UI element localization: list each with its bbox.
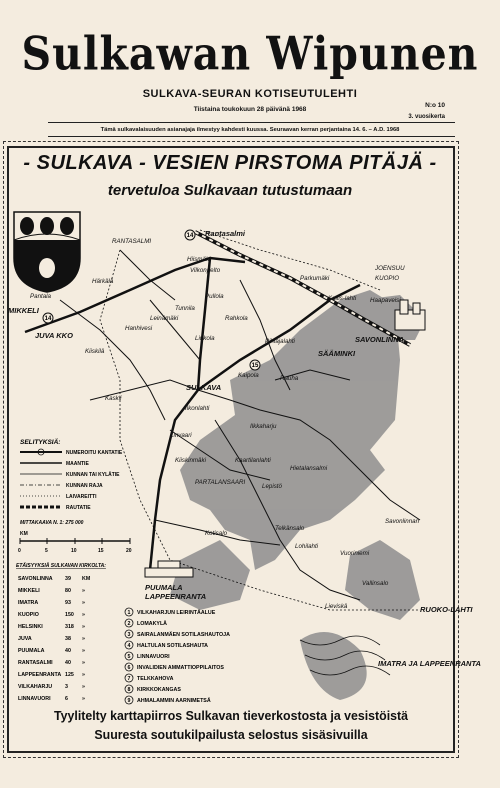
place-label: Kallis-lahti xyxy=(328,295,357,302)
svg-text:HELSINKI: HELSINKI xyxy=(18,624,43,630)
place-label: Tunnila xyxy=(175,305,195,312)
svg-text:RANTASALMI: RANTASALMI xyxy=(18,660,53,666)
svg-text:5: 5 xyxy=(127,654,131,660)
svg-text:38: 38 xyxy=(65,636,71,642)
place-label: Parkumäki xyxy=(300,275,330,282)
svg-text:JUVA: JUVA xyxy=(18,636,32,642)
newspaper-masthead: Sulkawan Wipunen xyxy=(21,27,479,81)
newspaper-subtitle: SULKAVA-SEURAN KOTISEUTULEHTI xyxy=(142,88,358,100)
place-label: Härkälä xyxy=(92,278,114,285)
svg-text:»: » xyxy=(82,696,85,702)
place-label: Pullola xyxy=(205,293,224,300)
distance-row xyxy=(18,636,85,642)
place-label: Vuoriniemi xyxy=(340,550,370,557)
scale-tick: 0 xyxy=(18,548,21,554)
svg-text:SAVONLINNA: SAVONLINNA xyxy=(18,576,53,582)
place-label: RANTASALMI xyxy=(112,238,152,245)
place-label: Telkänsalo xyxy=(275,525,305,532)
svg-text:LINNAVUORI: LINNAVUORI xyxy=(137,654,170,660)
legend-item: NUMEROITU KANTATIE xyxy=(66,450,123,456)
place-label: MIKKELI xyxy=(8,306,39,315)
svg-text:»: » xyxy=(82,588,85,594)
svg-text:6: 6 xyxy=(127,665,131,671)
place-label: IMATRA JA LAPPEENRANTA xyxy=(378,659,481,668)
place-label: Kaskii xyxy=(105,395,122,402)
distance-title: ETÄISYYKSIÄ SULKAVAN KIRKOLTA: xyxy=(16,563,106,569)
place-label: Pantala xyxy=(30,293,51,300)
distance-row xyxy=(18,612,85,618)
publication-notice: Tämä sulkavalaisuuden asianajaja ilmestyy kahdesti kuussa. Seuraavan kerran perjantaina 14. 6. – A.D. 1968 xyxy=(100,127,400,133)
svg-text:»: » xyxy=(82,672,85,678)
place-label: Kotisalo xyxy=(205,530,228,537)
place-label: Rahkola xyxy=(225,315,248,322)
road-number: 14 xyxy=(186,233,194,239)
sight-item xyxy=(125,674,174,682)
svg-text:»: » xyxy=(82,600,85,606)
svg-text:KUOPIO: KUOPIO xyxy=(18,612,39,618)
svg-text:40: 40 xyxy=(65,648,71,654)
legend-title: SELITYKSIÄ: xyxy=(20,439,61,446)
place-label: Ilkkaharju xyxy=(250,423,277,430)
distance-table xyxy=(16,562,106,702)
distance-row xyxy=(18,648,85,654)
place-label: Lieviskä xyxy=(325,603,348,610)
svg-text:INVALIDIEN AMMATTIOPPILAITOS: INVALIDIEN AMMATTIOPPILAITOS xyxy=(137,665,224,671)
scale-tick: 5 xyxy=(45,548,48,554)
distance-row xyxy=(18,624,85,630)
place-label: Vallinsalo xyxy=(362,580,389,587)
legend-item: LAIVAREITTI xyxy=(66,494,97,500)
svg-text:6: 6 xyxy=(65,696,68,702)
svg-text:»: » xyxy=(82,648,85,654)
place-label: Rantasalmi xyxy=(205,229,246,238)
svg-text:AHMALAMMIN AARNIMETSÄ: AHMALAMMIN AARNIMETSÄ xyxy=(137,698,211,704)
legend-item: RAUTATIE xyxy=(66,505,91,511)
svg-text:KM: KM xyxy=(82,576,91,582)
distance-row xyxy=(18,600,85,606)
place-label: JUVA KKO xyxy=(35,331,73,340)
place-label: Pihlajalahti xyxy=(265,338,295,345)
place-label: SAVONLINNA xyxy=(355,335,405,344)
railway xyxy=(195,232,410,345)
place-label: Kiiskinmäki xyxy=(175,457,206,464)
place-label: PARTALANSAARI xyxy=(195,479,246,486)
legend-item: MAANTIE xyxy=(66,461,89,467)
place-label: Savonlinnan xyxy=(385,518,420,525)
coat-of-arms-icon xyxy=(14,212,80,292)
scale-tick: 15 xyxy=(98,548,104,554)
scale-tick: 20 xyxy=(126,548,132,554)
svg-text:SAIRALANMÄEN SOTILASHAUTOJA: SAIRALANMÄEN SOTILASHAUTOJA xyxy=(137,632,230,638)
scale-unit: KM xyxy=(20,531,28,537)
place-label: KUOPIO xyxy=(375,275,400,282)
svg-text:VILKAHARJUN LEIRINTÄALUE: VILKAHARJUN LEIRINTÄALUE xyxy=(137,610,216,616)
svg-text:1: 1 xyxy=(127,610,131,616)
svg-text:9: 9 xyxy=(127,698,131,704)
headline-map-caption: Tyylitelty karttapiirros Sulkavan tieverkostosta ja vesistöistä xyxy=(54,708,408,723)
place-label: RUOKO-LAHTI xyxy=(420,605,473,614)
svg-text:»: » xyxy=(82,636,85,642)
svg-text:»: » xyxy=(82,684,85,690)
legend-item: KUNNAN TAI KYLÄTIE xyxy=(66,472,120,478)
svg-text:3: 3 xyxy=(65,684,68,690)
map-title: - SULKAVA - VESIEN PIRSTOMA PITÄJÄ - xyxy=(23,152,437,174)
svg-text:MIKKELI: MIKKELI xyxy=(18,588,40,594)
place-label: Linkola xyxy=(195,335,215,342)
place-label: Lohilahti xyxy=(295,543,319,550)
distance-row xyxy=(18,696,85,702)
svg-text:LINNAVUORI: LINNAVUORI xyxy=(18,696,51,702)
place-label: Rauha xyxy=(280,375,299,382)
place-label: PUUMALA xyxy=(145,583,183,592)
svg-text:93: 93 xyxy=(65,600,71,606)
svg-text:318: 318 xyxy=(65,624,74,630)
place-label: JOENSUU xyxy=(375,265,405,272)
svg-text:HALTULAN SOTILASHAUTA: HALTULAN SOTILASHAUTA xyxy=(137,643,209,649)
place-label: Hietalansalmi xyxy=(290,465,328,472)
svg-text:LOMAKYLÄ: LOMAKYLÄ xyxy=(137,621,168,627)
sight-item xyxy=(125,652,170,660)
sight-item xyxy=(125,663,224,671)
map-legend xyxy=(18,438,132,554)
distance-row xyxy=(18,672,85,678)
svg-text:80: 80 xyxy=(65,588,71,594)
place-label: SULKAVA xyxy=(186,383,222,392)
map-subtitle: tervetuloa Sulkavaan tutustumaan xyxy=(107,182,353,199)
place-label: Ilkonlahti xyxy=(185,405,210,412)
svg-text:TELKKAHOVA: TELKKAHOVA xyxy=(137,676,174,682)
svg-text:39: 39 xyxy=(65,576,71,582)
sight-item xyxy=(125,619,167,627)
place-label: LAPPEENRANTA xyxy=(145,592,207,601)
legend-item: KUNNAN RAJA xyxy=(66,483,103,489)
distance-row xyxy=(18,588,85,594)
svg-text:125: 125 xyxy=(65,672,74,678)
svg-text:»: » xyxy=(82,660,85,666)
distance-row xyxy=(18,576,91,582)
sights-list xyxy=(125,608,230,704)
svg-text:7: 7 xyxy=(127,676,131,682)
place-label: Leinämäki xyxy=(150,315,179,322)
sight-item xyxy=(125,696,211,704)
sight-item xyxy=(125,630,230,638)
issue-date: Tiistaina toukokuun 28 päivänä 1968 xyxy=(193,106,307,113)
sight-item xyxy=(125,608,216,616)
issue-number: N:o 10 xyxy=(425,102,445,109)
place-label: Hiismäki xyxy=(187,256,211,263)
svg-text:IMATRA: IMATRA xyxy=(18,600,39,606)
place-label: Lepistö xyxy=(262,483,282,490)
svg-text:4: 4 xyxy=(127,643,131,649)
svg-text:VILKAHARJU: VILKAHARJU xyxy=(18,684,53,690)
road-number: 15 xyxy=(251,363,259,369)
road-number: 14 xyxy=(44,316,52,322)
svg-text:150: 150 xyxy=(65,612,74,618)
distance-row xyxy=(18,684,85,690)
svg-text:»: » xyxy=(82,624,85,630)
place-label: Kiiskilä xyxy=(85,348,105,355)
place-label: Linvaari xyxy=(170,432,192,439)
svg-text:PUUMALA: PUUMALA xyxy=(18,648,45,654)
sight-item xyxy=(125,641,208,649)
sight-item xyxy=(125,685,181,693)
scale-tick: 10 xyxy=(71,548,77,554)
distance-row xyxy=(18,660,85,666)
castle-icon xyxy=(395,300,425,330)
place-label: SÄÄMINKI xyxy=(318,349,356,358)
headline-rowing-report: Suuresta soutukilpailusta selostus sisäsivuilla xyxy=(94,727,368,742)
scale-label: MITTAKAAVA N. 1: 275 000 xyxy=(20,520,84,526)
svg-text:8: 8 xyxy=(127,687,131,693)
place-label: Kaipola xyxy=(238,372,259,379)
place-label: Kaartilanlahti xyxy=(235,457,271,464)
svg-text:»: » xyxy=(82,612,85,618)
place-label: Hanhivesi xyxy=(125,325,153,332)
place-label: Vilkonpelto xyxy=(190,267,221,274)
svg-text:2: 2 xyxy=(127,621,131,627)
svg-text:3: 3 xyxy=(127,632,131,638)
svg-text:40: 40 xyxy=(65,660,71,666)
svg-text:LAPPEENRANTA: LAPPEENRANTA xyxy=(18,672,62,678)
lake-areas xyxy=(170,290,425,700)
volume-number: 3. vuosikerta xyxy=(408,114,445,120)
place-label: Haapaveisi xyxy=(370,297,401,304)
svg-text:KIRKKOKANGAS: KIRKKOKANGAS xyxy=(137,687,181,693)
